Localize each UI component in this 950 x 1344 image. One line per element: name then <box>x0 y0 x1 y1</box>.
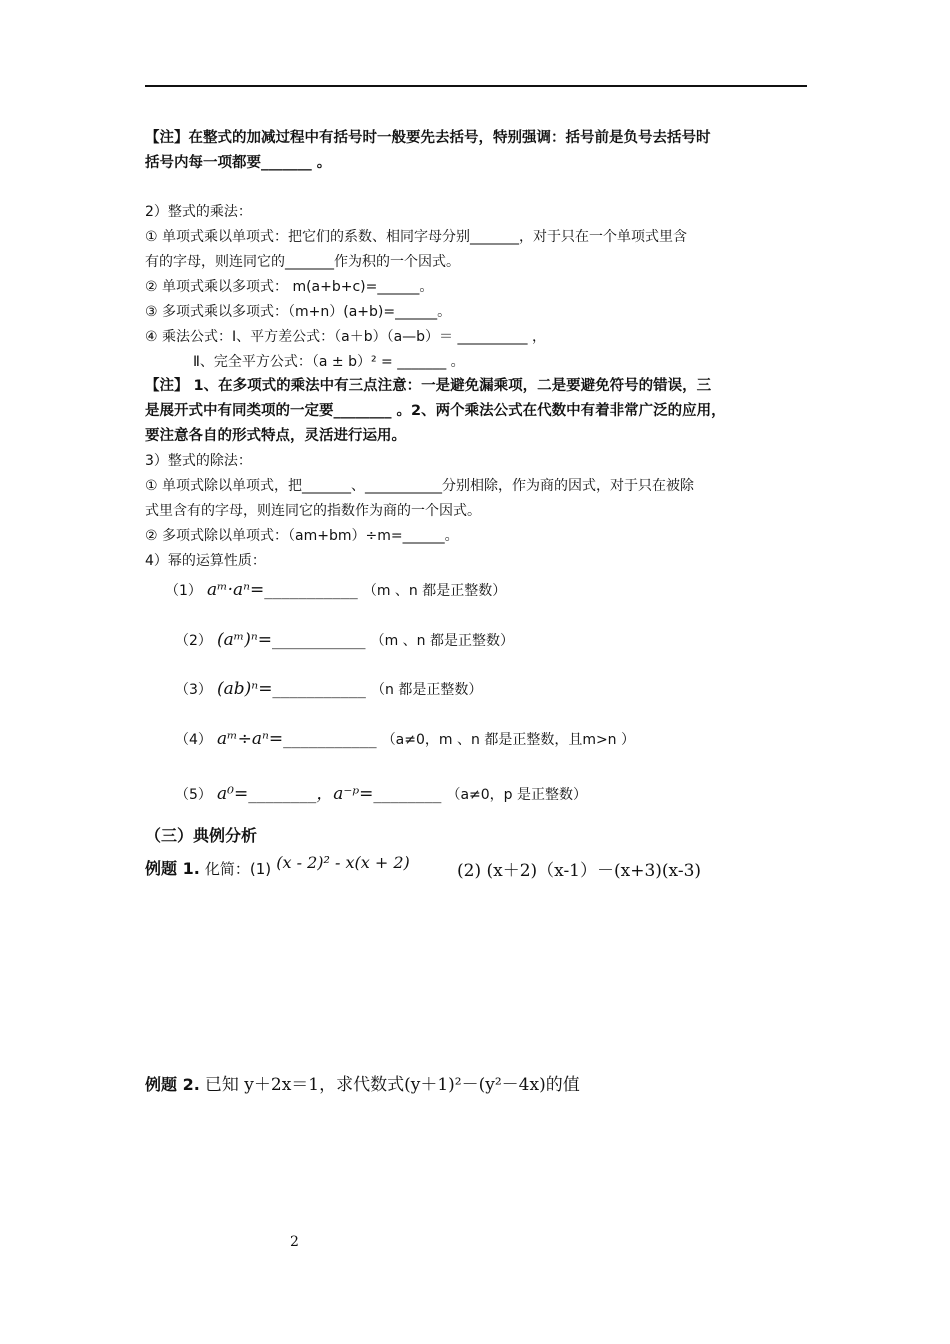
example-1-expr-2: (2) (x＋2)（x-1）－(x+3)(x-3) <box>457 861 702 881</box>
example-1 <box>145 853 410 879</box>
header-rule <box>145 85 807 87</box>
example-1-expr-1: (x - 2)² - x(x + 2) <box>276 853 410 872</box>
example-2-text: 已知 y＋2x＝1，求代数式(y＋1)²－(y²－4x)的值 <box>204 1075 580 1095</box>
division-line-3: ② 多项式除以单项式：（am+bm）÷m=______。 <box>145 528 459 544</box>
power-rule-4-expr: aᵐ÷aⁿ=___________ <box>217 729 377 749</box>
multiplication-line-6: Ⅱ、完全平方公式：（a ± b）² = _______ 。 <box>193 354 465 370</box>
multiplication-title: 2）整式的乘法： <box>145 204 252 220</box>
division-section <box>145 449 825 574</box>
power-rule-3 <box>175 679 482 699</box>
power-rule-3-num: （3） <box>175 682 212 698</box>
division-line-1: ① 单项式除以单项式，把_______、___________分别相除，作为商的因式，对于只在被除 <box>145 478 694 494</box>
power-rule-4-cond: （a≠0，m 、n 都是正整数，且m>n ） <box>381 732 636 748</box>
note-1-line-1: 【注】在整式的加减过程中有括号时一般要先去括号，特别强调：括号前是负号去括号时 <box>145 130 711 146</box>
power-rule-2-expr: (aᵐ)ⁿ=___________ <box>217 630 366 650</box>
note-2 <box>145 374 825 449</box>
power-rule-5-num: （5） <box>175 787 212 803</box>
multiplication-line-2: 有的字母，则连同它的_______作为积的一个因式。 <box>145 254 460 270</box>
example-2 <box>145 1070 580 1095</box>
multiplication-line-3: ② 单项式乘以多项式： m(a+b+c)=______。 <box>145 279 434 295</box>
power-title: 4）幂的运算性质： <box>145 553 266 569</box>
note-1-line-2: 括号内每一项都要_______ 。 <box>145 155 332 171</box>
multiplication-section <box>145 200 825 375</box>
multiplication-line-4: ③ 多项式乘以多项式：（m+n）(a+b)=______。 <box>145 304 452 320</box>
section-examples-heading: （三）典例分析 <box>145 826 258 845</box>
example-2-label: 例题 2. <box>145 1075 200 1094</box>
power-rule-2-num: （2） <box>175 633 212 649</box>
multiplication-line-5: ④ 乘法公式：Ⅰ、平方差公式：（a＋b）（a—b）＝ __________ ， <box>145 329 546 345</box>
note-2-line-1: 【注】 1、在多项式的乘法中有三点注意：一是避免漏乘项，二是要避免符号的错误，三 <box>145 378 712 394</box>
power-rule-4 <box>175 729 635 749</box>
note-2-line-3: 要注意各自的形式特点，灵活进行运用。 <box>145 428 406 444</box>
power-rule-4-num: （4） <box>175 732 212 748</box>
power-rule-5 <box>175 779 587 804</box>
power-rule-3-expr: (ab)ⁿ=___________ <box>217 679 366 699</box>
power-rule-2-cond: （m 、n 都是正整数） <box>370 633 514 649</box>
power-rule-1-num: （1） <box>165 583 202 599</box>
power-rule-1-expr: aᵐ·aⁿ=___________ <box>207 580 358 600</box>
power-rule-2 <box>175 630 514 650</box>
multiplication-line-1: ① 单项式乘以单项式：把它们的系数、相同字母分别_______，对于只在一个单项式里含 <box>145 229 687 245</box>
division-title: 3）整式的除法： <box>145 453 252 469</box>
power-rule-1 <box>165 580 506 600</box>
power-rule-5-expr: a⁰=________，a⁻ᵖ=________ <box>217 784 442 804</box>
page-number: 2 <box>290 1234 299 1250</box>
division-line-2: 式里含有的字母，则连同它的指数作为商的一个因式。 <box>145 503 481 519</box>
power-rule-3-cond: （n 都是正整数） <box>371 682 483 698</box>
example-1-label: 例题 1. <box>145 859 200 878</box>
example-1-text: 化简：(1) <box>204 860 272 878</box>
power-rule-1-cond: （m 、n 都是正整数） <box>362 583 507 599</box>
note-2-line-2: 是展开式中有同类项的一定要________ 。2、两个乘法公式在代数中有着非常广泛的应用， <box>145 403 726 419</box>
note-1 <box>145 126 825 176</box>
power-rule-5-cond: （a≠0，p 是正整数） <box>446 787 588 803</box>
